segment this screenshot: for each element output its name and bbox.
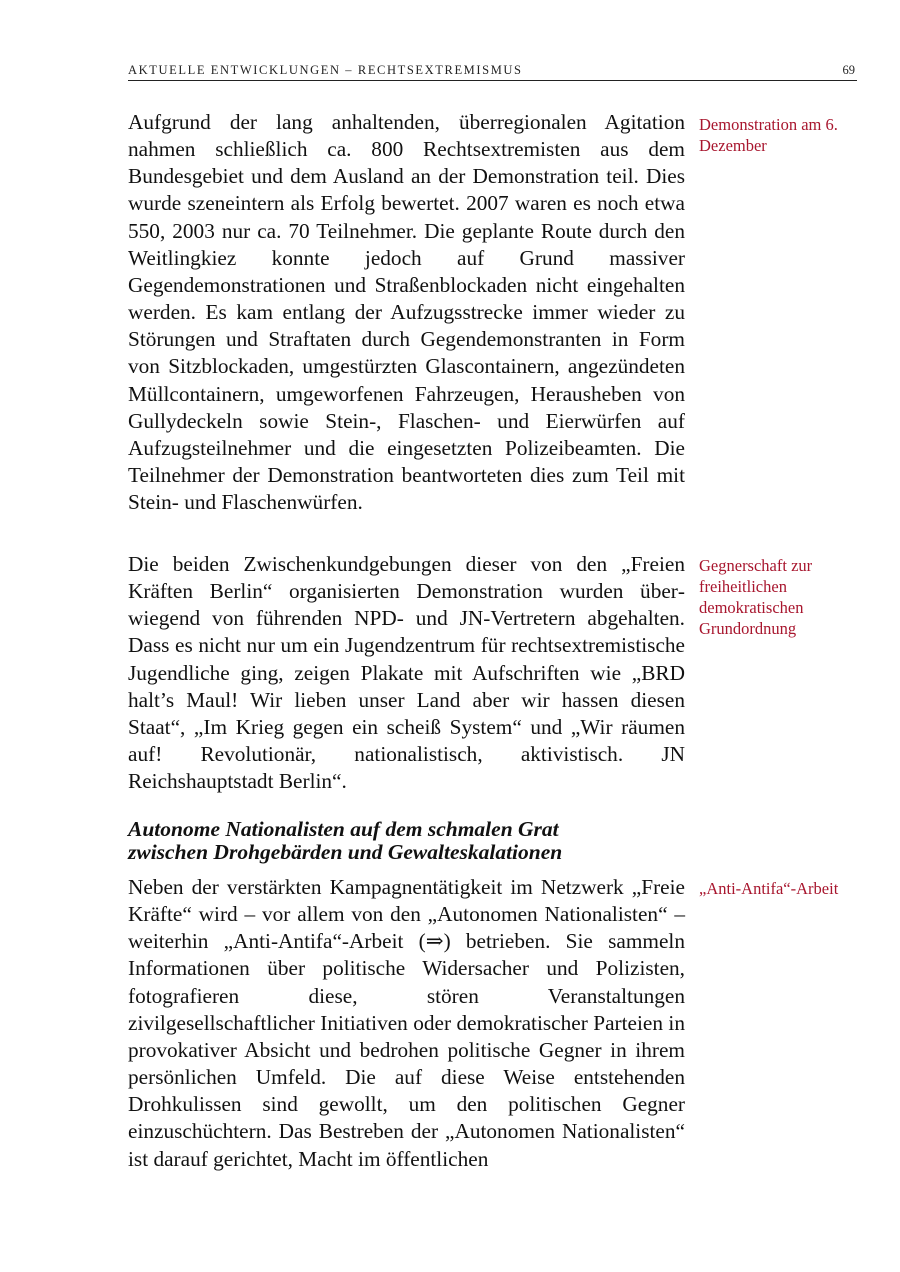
paragraph-text: Die beiden Zwischenkundgebungen dieser von den „Freien Kräften Berlin“ organisierten Demonstration wurden überwiegend von führenden NPD- und JN-Vertretern abgehalten. Dass es nicht nur um ein Jugendzentrum für rechtsextremistische Jugendliche ging, zeigen Plakate mit Aufschriften wie „BRD halt’s Maul! Wir lieben unser Land aber wir hassen diesen Staat“, „Im Krieg gegen ein scheiß System“ und „Wir räumen auf! Revolutionär, nationalistisch, aktivistisch. JN Reichshauptstadt Berlin“. (128, 552, 685, 794)
margin-note-gegnerschaft: Gegnerschaft zur freiheitlichen demokratischen Grundordnung (699, 556, 813, 638)
running-header-title: AKTUELLE ENTWICKLUNGEN – RECHTSEXTREMISMUS (128, 63, 523, 77)
paragraph-anti-antifa (128, 874, 685, 1173)
section-heading-line1: Autonome Nationalisten auf dem schmalen Grat (128, 817, 559, 841)
paragraph-zwischenkundgebungen (128, 551, 685, 795)
margin-note-anti-antifa: „Anti-Antifa“-Arbeit (699, 879, 839, 898)
section-heading-line2: zwischen Drohgebärden und Gewalteskalationen (128, 840, 563, 864)
paragraph-text: Neben der verstärkten Kampagnentätigkeit im Netzwerk „Freie Kräfte“ wird – vor allem von den „Autonomen Nationalisten“ – weiterhin „Anti-Antifa“-Arbeit (⇒) betrieben. Sie sammeln Informationen über politische Widersacher und Polizisten, fotografieren diese, stören Veranstaltungen zivilgesellschaftlicher Initiativen oder demokratischer Parteien in provokativer Absicht und bedrohen politische Gegner in ihrem persönlichen Umfeld. Die auf diese Weise entstehenden Drohkulissen sind gewollt, um den politischen Gegner einzuschüchtern. Das Bestreben der „Autonomen Nationalisten“ ist darauf gerichtet, Macht im öffentlichen (128, 875, 685, 1171)
page-number: 69 (842, 63, 855, 77)
margin-note-demonstration: Demonstration am 6. Dezember (699, 115, 838, 155)
section-heading (128, 818, 728, 864)
paragraph-demonstration (128, 109, 685, 516)
running-header (128, 62, 857, 81)
paragraph-text: Aufgrund der lang anhaltenden, überregionalen Agitation nahmen schließlich ca. 800 Rechtsextremisten aus dem Bundesgebiet und dem Ausland an der Demonstration teil. Dies wurde szeneintern als Erfolg bewertet. 2007 waren es noch etwa 550, 2003 nur ca. 70 Teilnehmer. Die geplante Route durch den Weitlingkiez konnte jedoch auf Grund massiver Gegendemonstrationen und Straßenblockaden nicht eingehalten werden. Es kam entlang der Aufzugsstrecke immer wieder zu Störungen und Straftaten durch Gegendemonstranten in Form von Sitzblockaden, umgestürzten Glascontainern, angezündeten Müllcontainern, umgeworfenen Fahrzeugen, Herausheben von Gullydeckeln sowie Stein-, Flaschen- und Eierwürfen auf Aufzugsteilnehmer und die eingesetzten Polizeibeamten. Die Teilnehmer der Demonstration beantworteten dies zum Teil mit Stein- und Flaschenwürfen. (128, 110, 685, 515)
